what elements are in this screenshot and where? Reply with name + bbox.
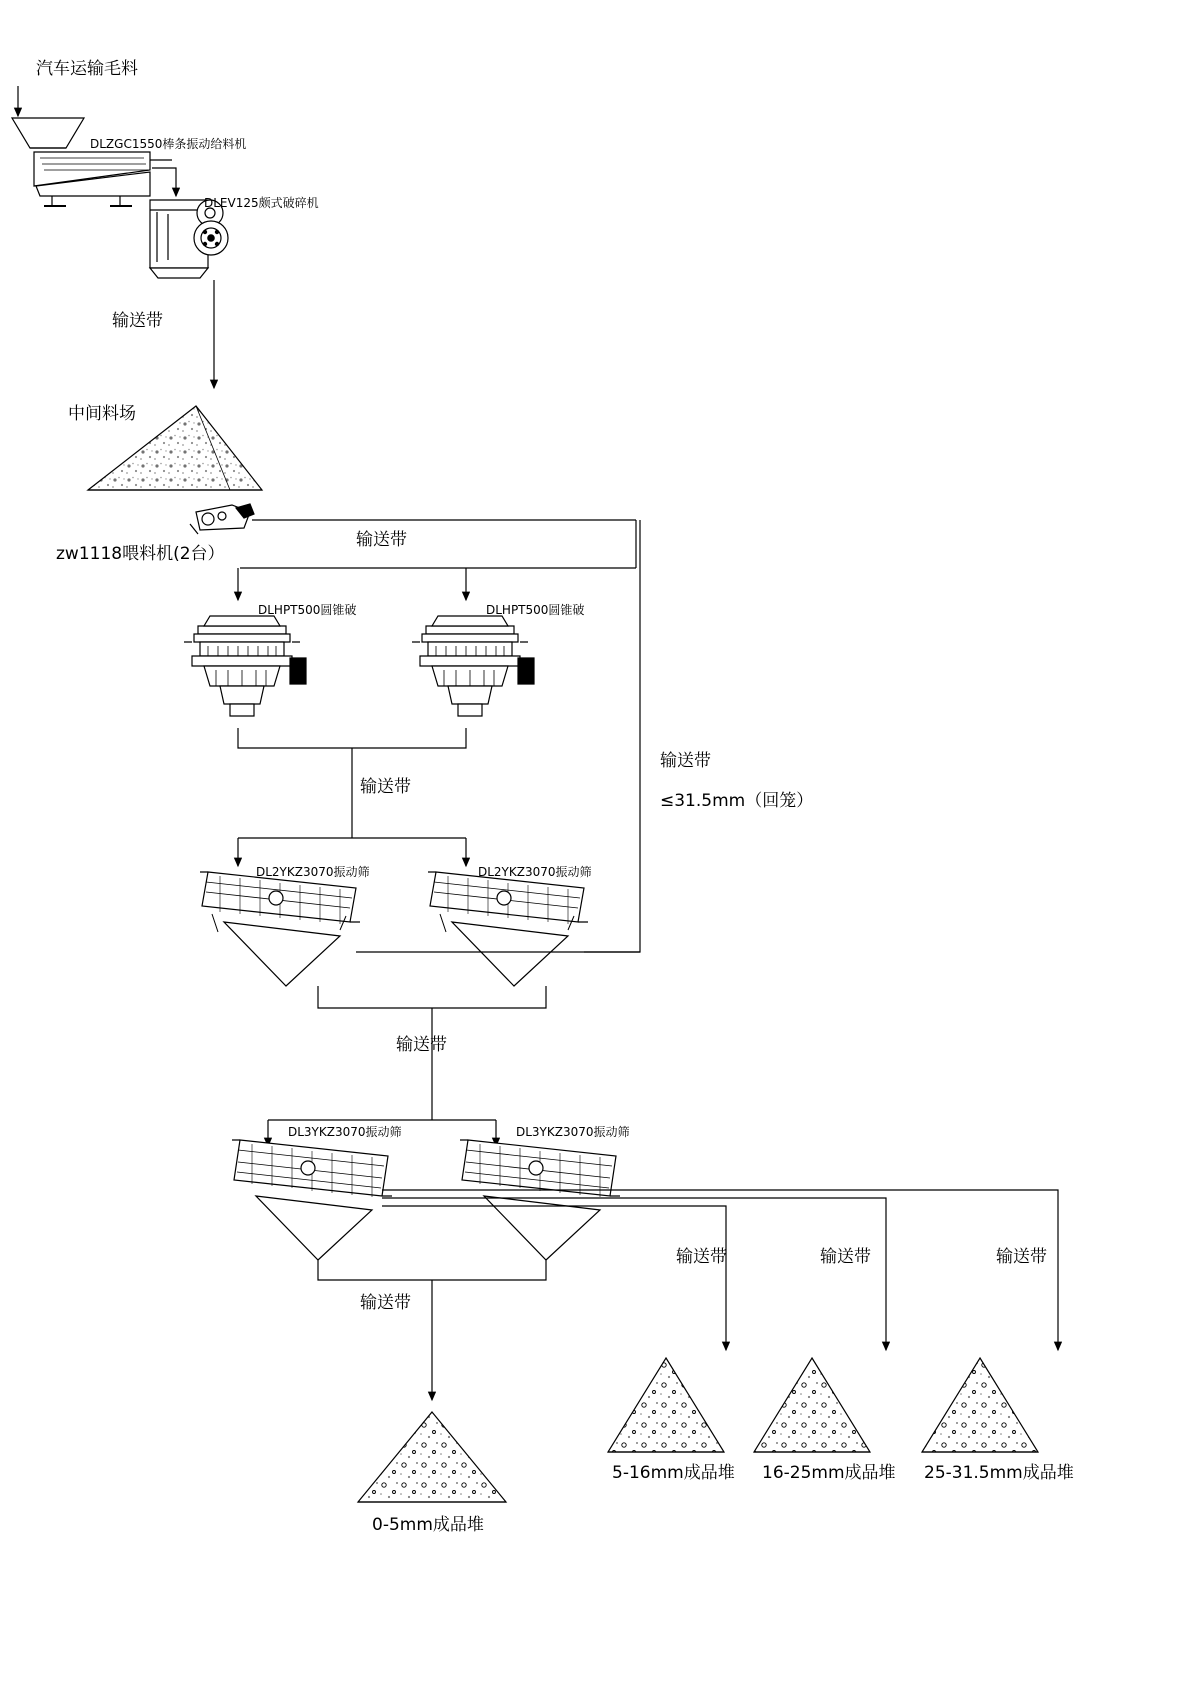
label-conveyor-1: 输送带	[112, 311, 163, 331]
label-screen3-right: DL3YKZ3070振动筛	[516, 1125, 630, 1139]
product-label-16-25mm: 16-25mm成品堆	[762, 1463, 896, 1483]
label-conveyor-6: 输送带	[676, 1247, 727, 1267]
label-conveyor-2: 输送带	[356, 530, 407, 550]
label-conveyor-7: 输送带	[820, 1247, 871, 1267]
label-conveyor-8: 输送带	[996, 1247, 1047, 1267]
label-conveyor-4: 输送带	[396, 1035, 447, 1055]
label-screen2-left: DL2YKZ3070振动筛	[256, 865, 370, 879]
label-screen3-left: DL3YKZ3070振动筛	[288, 1125, 402, 1139]
product-label-25-31.5mm: 25-31.5mm成品堆	[924, 1463, 1074, 1483]
label-conveyor-5: 输送带	[360, 1293, 411, 1313]
label-screen2-right: DL2YKZ3070振动筛	[478, 865, 592, 879]
label-return-conveyor-spec: ≤31.5mm（回笼）	[660, 791, 814, 811]
product-label-5-16mm: 5-16mm成品堆	[612, 1463, 735, 1483]
label-raw-material: 汽车运输毛料	[36, 59, 138, 79]
product-label-0-5mm: 0-5mm成品堆	[372, 1515, 484, 1535]
label-jaw-crusher: DLEV125颇式破碎机	[204, 196, 319, 210]
label-cone-crusher-left: DLHPT500圆锥破	[258, 603, 357, 617]
label-return-conveyor: 输送带	[660, 751, 711, 771]
label-zw-feeder: zw1118喂料机(2台）	[56, 544, 225, 564]
label-conveyor-3: 输送带	[360, 777, 411, 797]
label-cone-crusher-right: DLHPT500圆锥破	[486, 603, 585, 617]
label-stockpile: 中间料场	[68, 404, 136, 424]
label-vibrating-feeder: DLZGC1550棒条振动给料机	[90, 137, 247, 151]
